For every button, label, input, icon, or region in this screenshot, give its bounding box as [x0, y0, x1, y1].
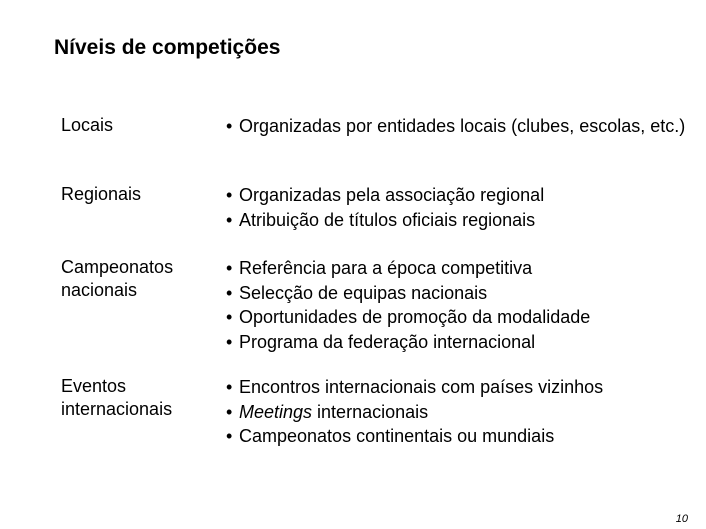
list-item	[218, 281, 688, 306]
bullet-icon: •	[226, 307, 233, 327]
item-text: Campeonatos continentais ou mundiais	[239, 426, 555, 446]
list-item	[218, 256, 688, 281]
list-item	[218, 375, 688, 400]
page-title: Níveis de competições	[54, 36, 281, 59]
list-item	[218, 305, 688, 330]
bullet-icon: •	[226, 377, 233, 397]
item-text: Programa da federação internacional	[239, 331, 536, 352]
list-item	[218, 208, 688, 233]
bullet-icon: •	[226, 401, 233, 422]
bullet-list	[218, 114, 688, 139]
row-label: Locais	[61, 115, 114, 135]
list-item	[218, 114, 688, 139]
bullet-list	[218, 256, 688, 354]
item-text: Organizadas pela associação regional	[239, 185, 545, 205]
bullet-icon: •	[226, 426, 233, 446]
list-item	[218, 400, 688, 425]
bullet-icon: •	[226, 331, 233, 352]
bullet-list	[218, 375, 688, 449]
bullet-icon: •	[226, 116, 233, 136]
list-item	[218, 183, 688, 208]
item-text: Oportunidades de promoção da modalidade	[239, 307, 591, 327]
bullet-icon: •	[226, 185, 233, 205]
row-label: Regionais	[61, 184, 142, 204]
item-text: Organizadas por entidades locais (clubes, escolas, etc.)	[239, 116, 686, 136]
row-label: Eventos internacionais	[61, 376, 173, 419]
bullet-icon: •	[226, 209, 233, 230]
item-text: Referência para a época competitiva	[239, 258, 533, 278]
item-text: Encontros internacionais com países vizinhos	[239, 377, 604, 397]
row-label: Campeonatos nacionais	[61, 257, 174, 300]
emphasized-term: Meetings	[239, 401, 313, 422]
list-item	[218, 330, 688, 355]
page-number: 10	[675, 513, 688, 525]
item-text: internacionais	[312, 401, 429, 422]
item-text: Selecção de equipas nacionais	[239, 282, 488, 303]
bullet-list	[218, 183, 688, 232]
list-item	[218, 424, 688, 449]
bullet-icon: •	[226, 282, 233, 303]
bullet-icon: •	[226, 258, 233, 278]
item-text: Atribuição de títulos oficiais regionais	[239, 209, 536, 230]
